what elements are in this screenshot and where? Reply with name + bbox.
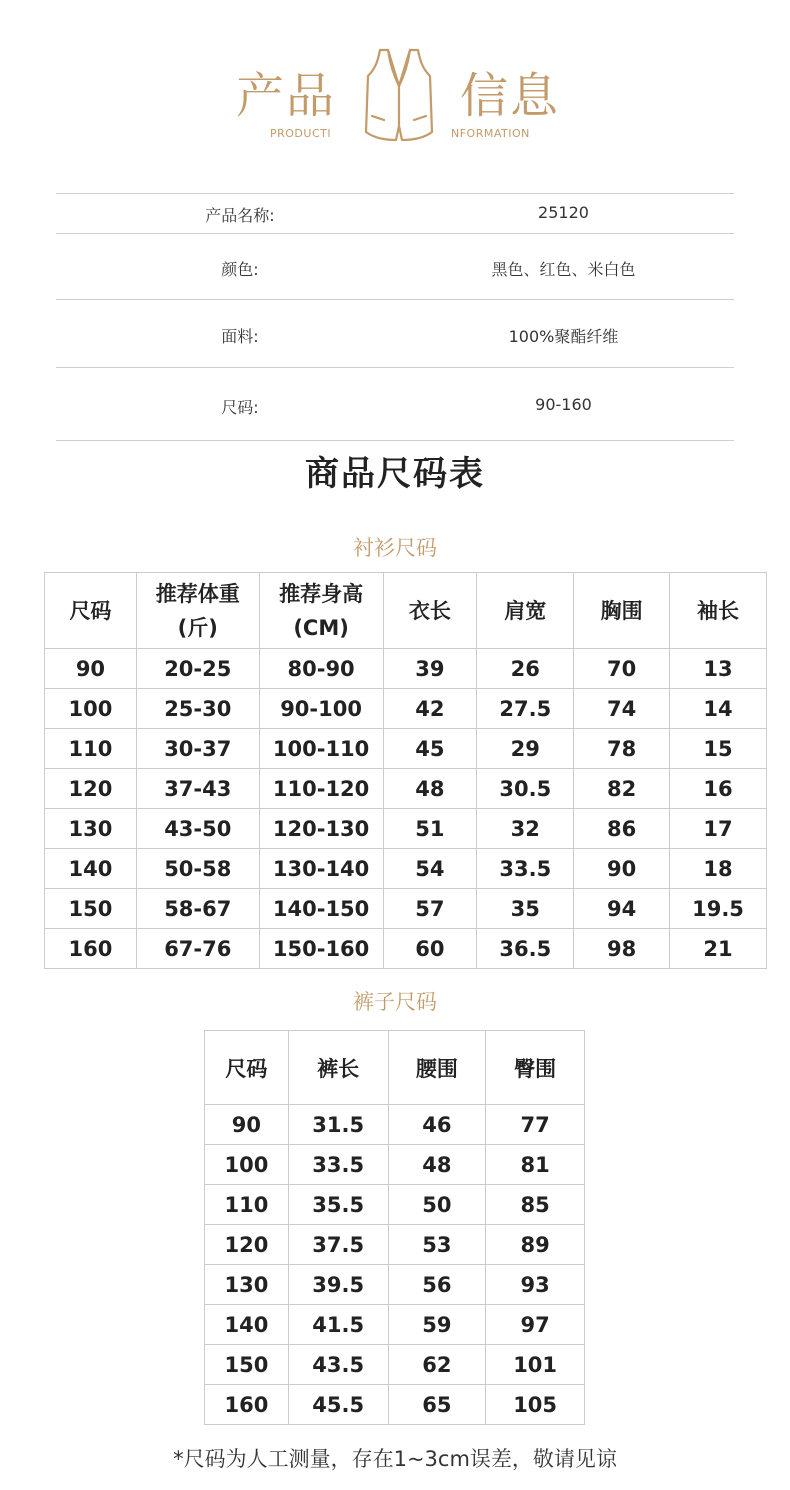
info-label: 面料: xyxy=(221,327,259,346)
table-cell: 30.5 xyxy=(477,769,574,809)
table-cell: 67-76 xyxy=(136,929,259,969)
table-cell: 33.5 xyxy=(477,849,574,889)
table-cell: 17 xyxy=(670,809,767,849)
table-cell: 29 xyxy=(477,729,574,769)
table-row xyxy=(45,729,767,769)
table-cell: 25-30 xyxy=(136,689,259,729)
table-cell: 101 xyxy=(486,1345,585,1385)
table-row xyxy=(45,689,767,729)
info-value: 100%聚酯纤维 xyxy=(508,327,619,346)
table-cell: 20-25 xyxy=(136,649,259,689)
table-cell: 39 xyxy=(383,649,477,689)
table-cell: 18 xyxy=(670,849,767,889)
table-cell: 81 xyxy=(486,1145,585,1185)
shirt-size-title: 衬衫尺码 xyxy=(353,536,437,560)
table-row xyxy=(45,649,767,689)
header-cell: 尺码 xyxy=(205,1031,289,1105)
table-row xyxy=(205,1185,585,1225)
table-cell: 70 xyxy=(574,649,670,689)
info-value: 90-160 xyxy=(535,395,592,414)
table-row xyxy=(205,1145,585,1185)
table-cell: 41.5 xyxy=(288,1305,388,1345)
table-cell: 110 xyxy=(45,729,137,769)
table-cell: 53 xyxy=(388,1225,486,1265)
table-cell: 80-90 xyxy=(259,649,383,689)
header-cell xyxy=(136,573,259,649)
shirt-size-table xyxy=(44,572,767,969)
table-cell: 43.5 xyxy=(288,1345,388,1385)
table-header-row xyxy=(45,573,767,649)
table-header-row xyxy=(205,1031,585,1105)
table-cell: 36.5 xyxy=(477,929,574,969)
table-cell: 59 xyxy=(388,1305,486,1345)
table-cell: 150 xyxy=(205,1345,289,1385)
measurement-note: *尺码为人工测量，存在1~3cm误差，敬请见谅 xyxy=(173,1447,617,1471)
table-cell: 74 xyxy=(574,689,670,729)
table-cell: 33.5 xyxy=(288,1145,388,1185)
table-row xyxy=(45,849,767,889)
table-cell: 37.5 xyxy=(288,1225,388,1265)
table-row xyxy=(45,889,767,929)
table-cell: 50 xyxy=(388,1185,486,1225)
table-cell: 105 xyxy=(486,1385,585,1425)
header-cell-text: 推荐体重 (斤) xyxy=(155,581,240,640)
table-cell: 14 xyxy=(670,689,767,729)
table-cell: 93 xyxy=(486,1265,585,1305)
info-label: 颜色: xyxy=(221,260,259,279)
table-cell: 42 xyxy=(383,689,477,729)
table-cell: 62 xyxy=(388,1345,486,1385)
divider xyxy=(56,440,734,441)
table-row xyxy=(205,1385,585,1425)
table-cell: 16 xyxy=(670,769,767,809)
table-cell: 82 xyxy=(574,769,670,809)
header-subtitle-right: NFORMATION xyxy=(451,127,530,140)
table-cell: 160 xyxy=(45,929,137,969)
table-cell: 65 xyxy=(388,1385,486,1425)
table-cell: 32 xyxy=(477,809,574,849)
info-value: 黑色、红色、米白色 xyxy=(491,260,636,279)
header-cell xyxy=(259,573,383,649)
table-cell: 78 xyxy=(574,729,670,769)
table-row xyxy=(205,1105,585,1145)
table-cell: 97 xyxy=(486,1305,585,1345)
table-cell: 160 xyxy=(205,1385,289,1425)
size-chart-title: 商品尺码表 xyxy=(305,454,485,494)
table-row xyxy=(205,1265,585,1305)
table-cell: 110-120 xyxy=(259,769,383,809)
table-cell: 90 xyxy=(574,849,670,889)
table-cell: 86 xyxy=(574,809,670,849)
table-cell: 26 xyxy=(477,649,574,689)
info-label: 尺码: xyxy=(221,398,259,417)
table-cell: 56 xyxy=(388,1265,486,1305)
table-cell: 30-37 xyxy=(136,729,259,769)
pants-size-title: 裤子尺码 xyxy=(353,990,437,1014)
table-cell: 90 xyxy=(205,1105,289,1145)
table-cell: 45.5 xyxy=(288,1385,388,1425)
table-cell: 48 xyxy=(383,769,477,809)
table-cell: 130 xyxy=(45,809,137,849)
table-row xyxy=(45,929,767,969)
header-title-right: 信息 xyxy=(460,68,561,124)
table-cell: 140 xyxy=(45,849,137,889)
table-cell: 130 xyxy=(205,1265,289,1305)
table-cell: 35 xyxy=(477,889,574,929)
table-cell: 51 xyxy=(383,809,477,849)
table-cell: 57 xyxy=(383,889,477,929)
table-cell: 130-140 xyxy=(259,849,383,889)
table-cell: 120 xyxy=(45,769,137,809)
header-title-left: 产品 xyxy=(236,68,337,124)
divider xyxy=(56,233,734,234)
table-cell: 100 xyxy=(205,1145,289,1185)
table-cell: 90-100 xyxy=(259,689,383,729)
header-cell: 袖长 xyxy=(670,573,767,649)
table-cell: 140-150 xyxy=(259,889,383,929)
info-label: 产品名称: xyxy=(205,206,275,225)
table-row xyxy=(205,1345,585,1385)
table-cell: 35.5 xyxy=(288,1185,388,1225)
table-cell: 77 xyxy=(486,1105,585,1145)
table-cell: 150-160 xyxy=(259,929,383,969)
table-cell: 27.5 xyxy=(477,689,574,729)
table-cell: 15 xyxy=(670,729,767,769)
info-value: 25120 xyxy=(538,203,589,222)
table-cell: 120-130 xyxy=(259,809,383,849)
table-cell: 48 xyxy=(388,1145,486,1185)
table-cell: 89 xyxy=(486,1225,585,1265)
divider xyxy=(56,367,734,368)
product-info-header xyxy=(0,0,790,170)
table-cell: 85 xyxy=(486,1185,585,1225)
pants-size-table xyxy=(204,1030,585,1425)
header-cell-text: 推荐身高 (CM) xyxy=(279,581,364,640)
header-subtitle-left: PRODUCTI xyxy=(270,127,332,140)
table-row xyxy=(205,1305,585,1345)
table-cell: 54 xyxy=(383,849,477,889)
header-cell: 肩宽 xyxy=(477,573,574,649)
table-cell: 58-67 xyxy=(136,889,259,929)
table-cell: 120 xyxy=(205,1225,289,1265)
table-cell: 37-43 xyxy=(136,769,259,809)
table-cell: 94 xyxy=(574,889,670,929)
table-row xyxy=(45,769,767,809)
table-cell: 45 xyxy=(383,729,477,769)
table-cell: 90 xyxy=(45,649,137,689)
header-cell: 衣长 xyxy=(383,573,477,649)
table-cell: 19.5 xyxy=(670,889,767,929)
header-cell: 臀围 xyxy=(486,1031,585,1105)
table-cell: 50-58 xyxy=(136,849,259,889)
table-cell: 98 xyxy=(574,929,670,969)
table-cell: 43-50 xyxy=(136,809,259,849)
header-cell: 裤长 xyxy=(288,1031,388,1105)
table-cell: 100-110 xyxy=(259,729,383,769)
table-cell: 39.5 xyxy=(288,1265,388,1305)
table-cell: 31.5 xyxy=(288,1105,388,1145)
table-row xyxy=(45,809,767,849)
table-cell: 13 xyxy=(670,649,767,689)
divider xyxy=(56,193,734,194)
table-cell: 100 xyxy=(45,689,137,729)
vest-icon xyxy=(364,46,434,146)
table-cell: 46 xyxy=(388,1105,486,1145)
header-cell: 尺码 xyxy=(45,573,137,649)
table-row xyxy=(205,1225,585,1265)
table-cell: 110 xyxy=(205,1185,289,1225)
header-cell: 腰围 xyxy=(388,1031,486,1105)
table-cell: 140 xyxy=(205,1305,289,1345)
table-cell: 60 xyxy=(383,929,477,969)
table-cell: 21 xyxy=(670,929,767,969)
table-cell: 150 xyxy=(45,889,137,929)
header-cell: 胸围 xyxy=(574,573,670,649)
divider xyxy=(56,299,734,300)
